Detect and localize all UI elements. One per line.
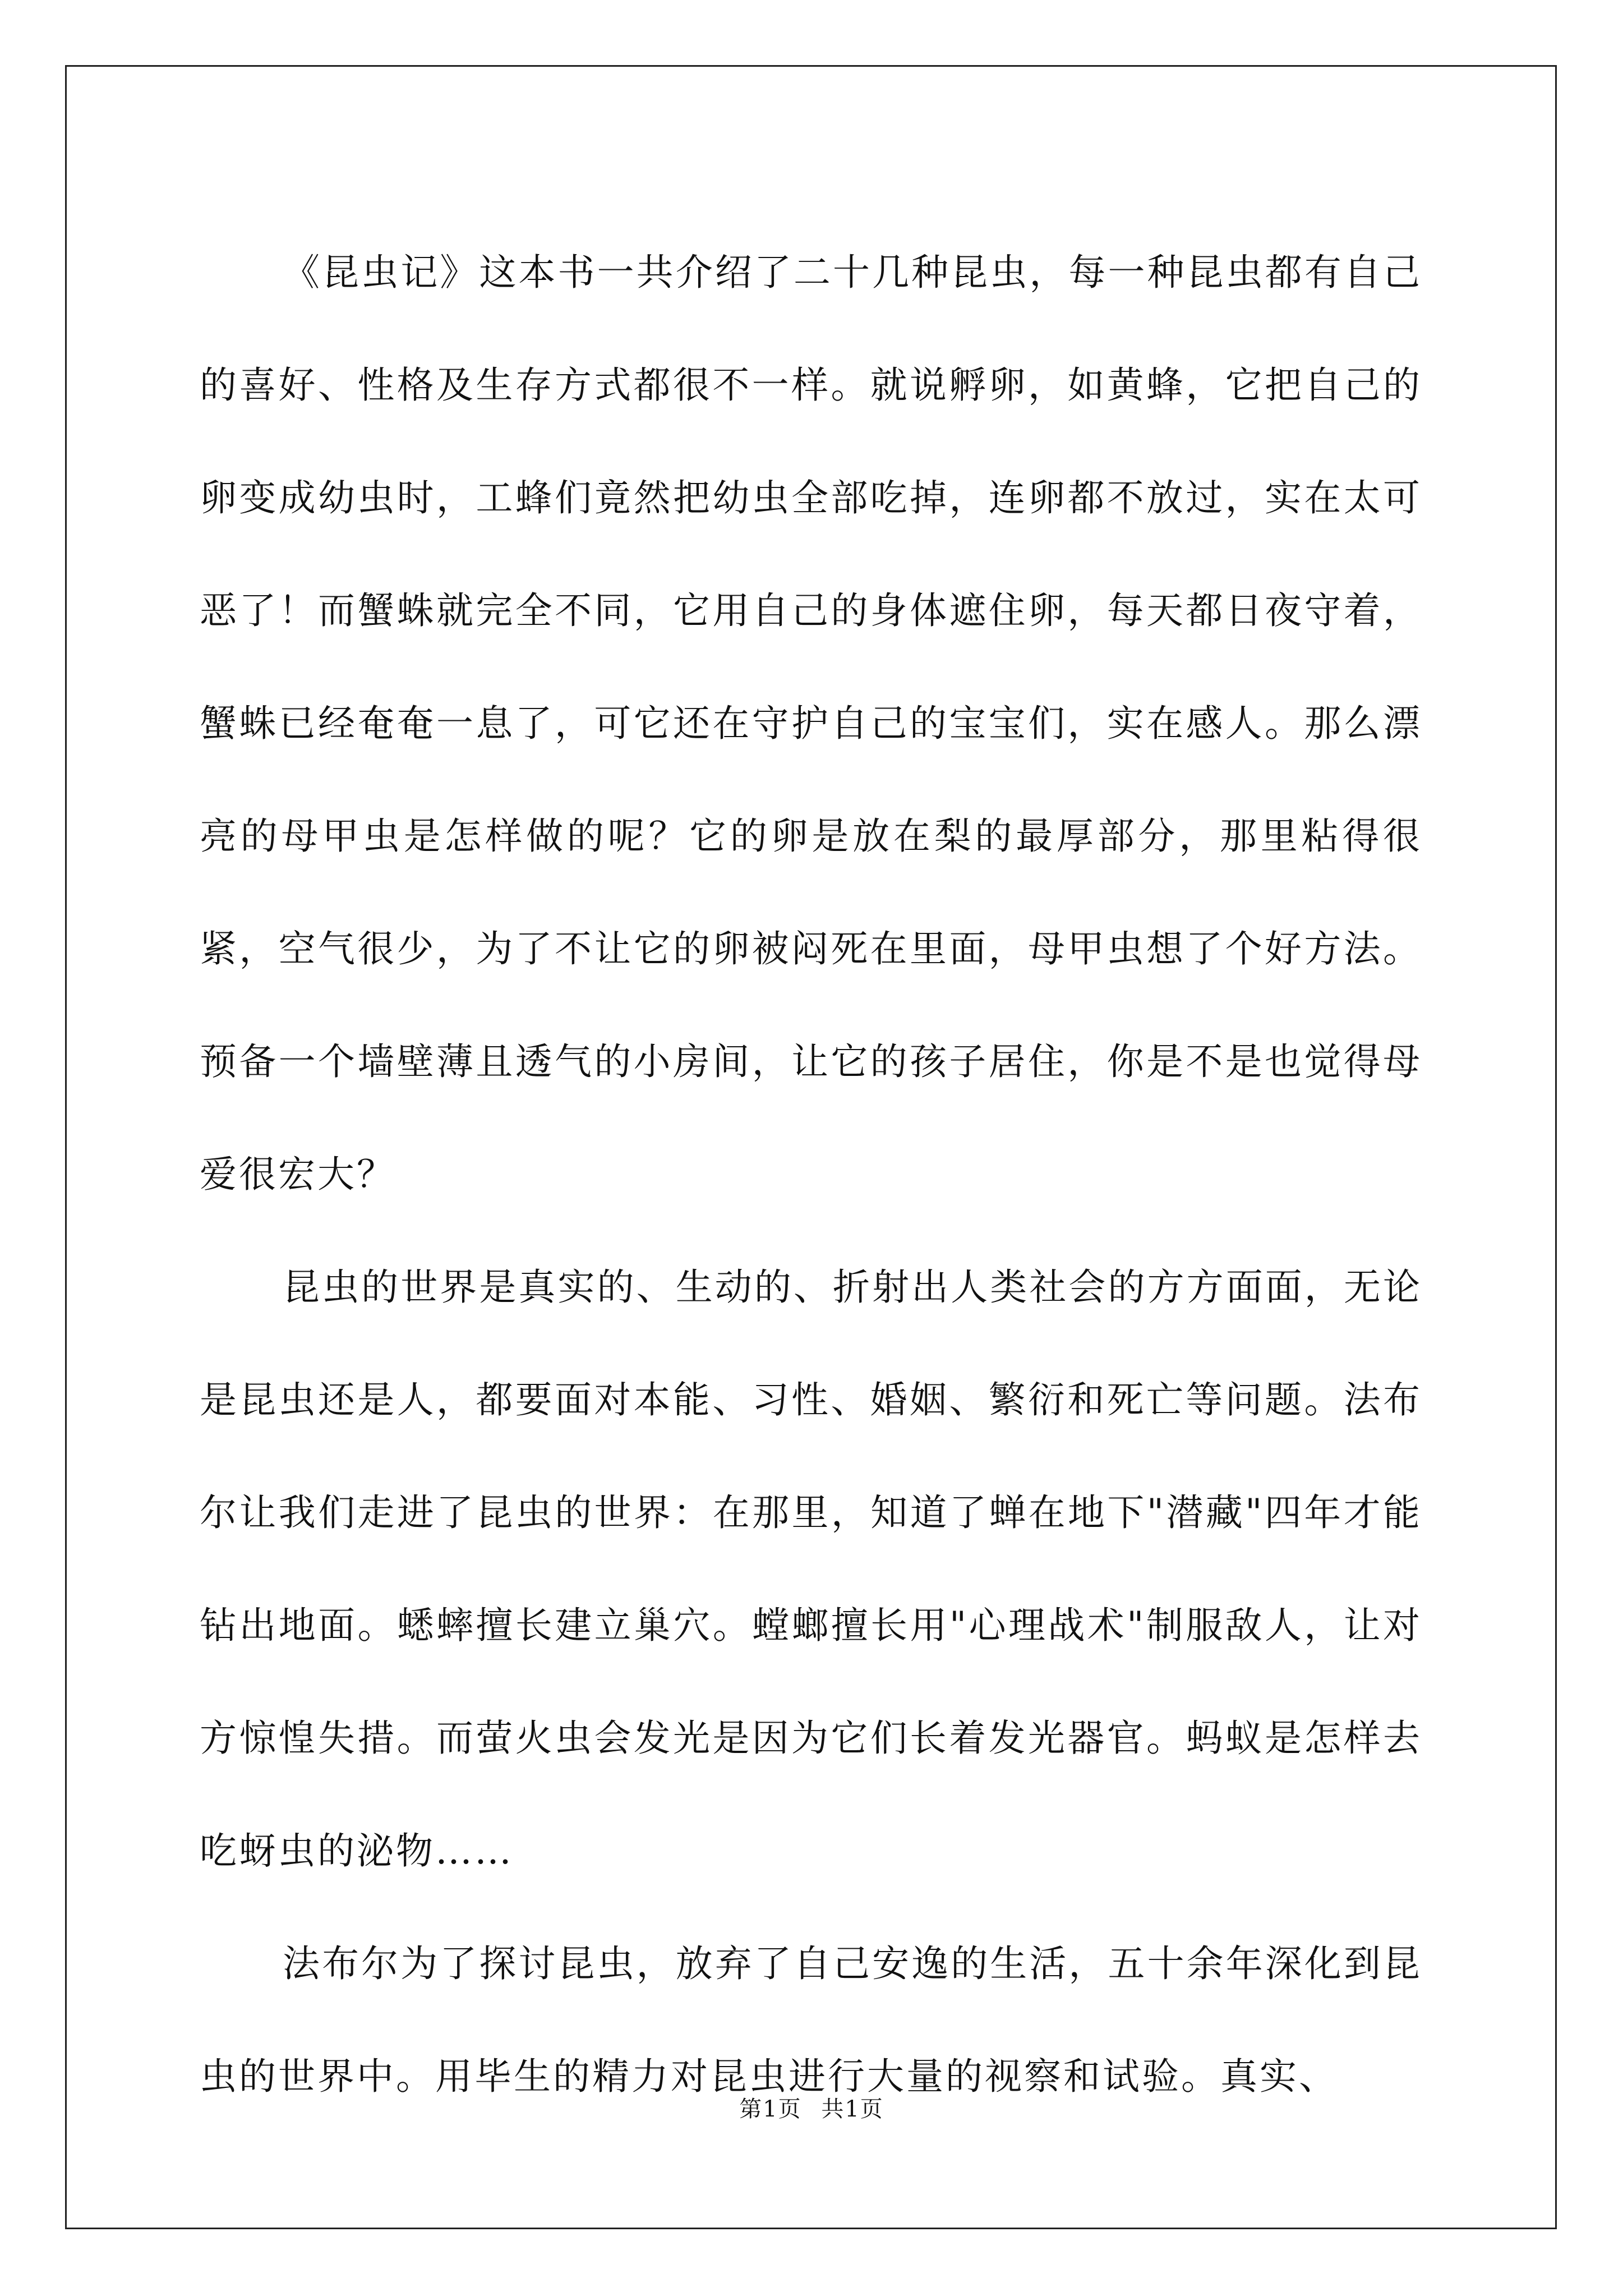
- paragraph-2: 昆虫的世界是真实的、生动的、折射出人类社会的方方面面，无论是昆虫还是人，都要面对本能、习性、婚姻、繁衍和死亡等问题。法布尔让我们走进了昆虫的世界：在那里，知道了蝉在地下"潜藏"四年才能钻出地面。蟋蟀擅长建立巢穴。螳螂擅长用"心理战术"制服敌人，让对方惊惶失措。而萤火虫会发光是因为它们长着发光器官。蚂蚁是怎样去吃蚜虫的泌物……: [200, 1266, 1422, 1872]
- document-body: [200, 216, 1422, 2133]
- page-number-total: 共1页: [821, 2096, 884, 2122]
- page-number-current: 第1页: [739, 2096, 802, 2122]
- paragraph-3: 法布尔为了探讨昆虫，放弃了自己安逸的生活，五十余年深化到昆虫的世界中。用毕生的精力对昆虫进行大量的视察和试验。真实、: [200, 1942, 1422, 2098]
- page-footer: [0, 2091, 1623, 2123]
- paragraph-1: 《昆虫记》这本书一共介绍了二十几种昆虫，每一种昆虫都有自己的喜好、性格及生存方式都很不一样。就说孵卵，如黄蜂，它把自己的卵变成幼虫时，工蜂们竟然把幼虫全部吃掉，连卵都不放过，实在太可恶了！而蟹蛛就完全不同，它用自己的身体遮住卵，每天都日夜守着，蟹蛛已经奄奄一息了，可它还在守护自己的宝宝们，实在感人。那么漂亮的母甲虫是怎样做的呢？它的卵是放在梨的最厚部分，那里粘得很紧，空气很少，为了不让它的卵被闷死在里面，母甲虫想了个好方法。预备一个墙壁薄且透气的小房间，让它的孩子居住，你是不是也觉得母爱很宏大？: [200, 251, 1422, 1196]
